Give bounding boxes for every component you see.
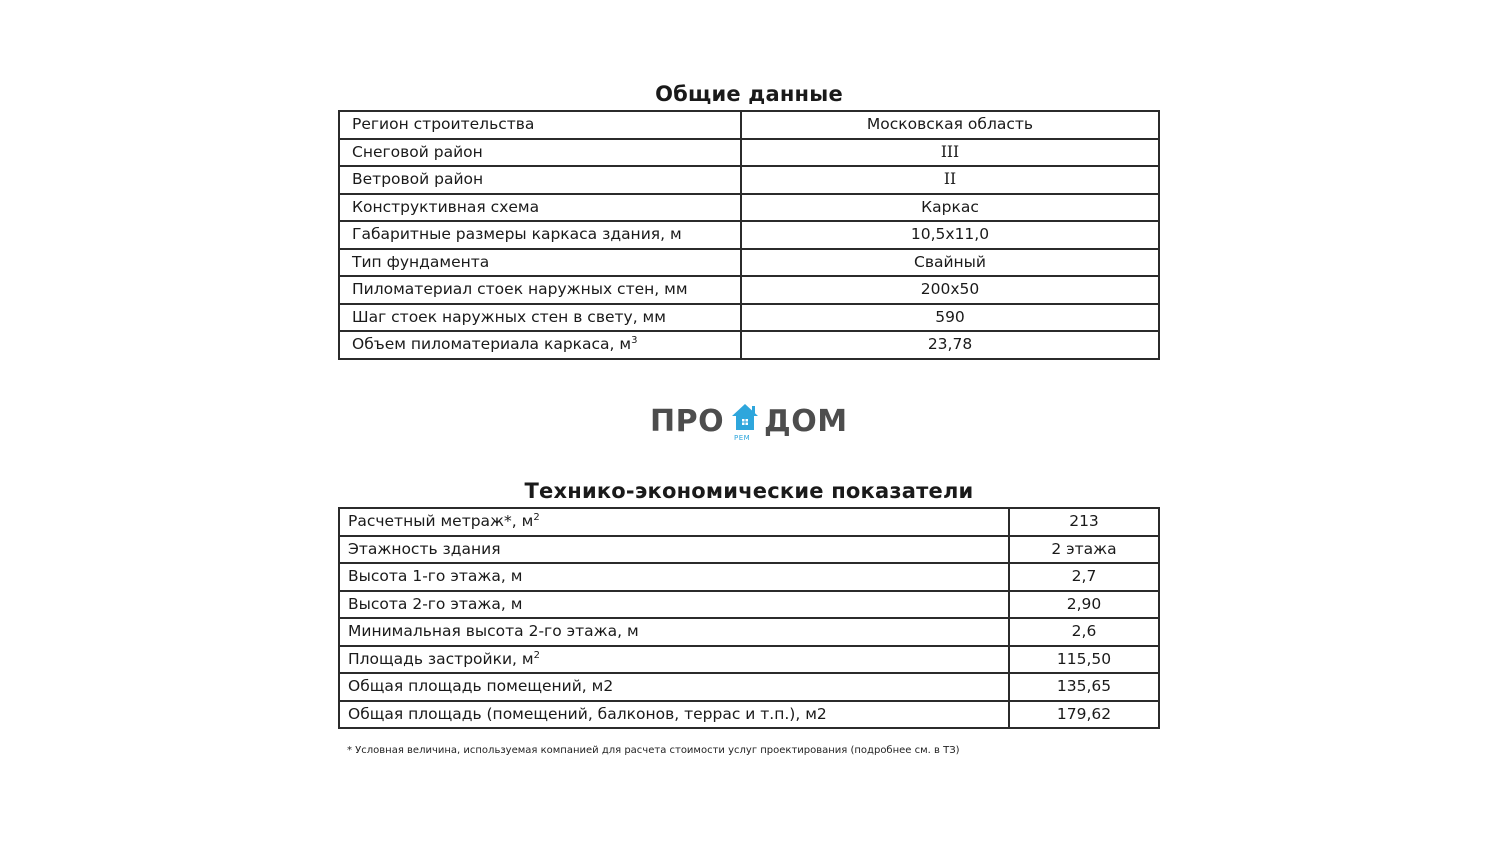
row-value: 2,90	[1009, 591, 1159, 619]
row-value: Свайный	[741, 249, 1159, 277]
tech-indicators-title: Технико-экономические показатели	[524, 479, 974, 503]
table-row	[339, 508, 1159, 536]
row-value: 23,78	[741, 331, 1159, 359]
table-row	[339, 331, 1159, 359]
table-row	[339, 563, 1159, 591]
row-value: 135,65	[1009, 673, 1159, 701]
table-row	[339, 591, 1159, 619]
row-value: 213	[1009, 508, 1159, 536]
logo-subtext: РЕМ	[734, 434, 751, 442]
row-label: Снеговой район	[339, 139, 741, 167]
tech-indicators-table	[338, 507, 1160, 729]
table-row	[339, 194, 1159, 222]
row-value: 179,62	[1009, 701, 1159, 729]
row-label: Общая площадь (помещений, балконов, террас и т.п.), м2	[339, 701, 1009, 729]
table-row	[339, 701, 1159, 729]
table-row	[339, 139, 1159, 167]
prodom-logo	[650, 402, 850, 446]
general-data-table	[338, 110, 1160, 360]
unit-superscript: 3	[631, 335, 638, 347]
table-row	[339, 618, 1159, 646]
row-value: 590	[741, 304, 1159, 332]
row-value: 200x50	[741, 276, 1159, 304]
row-label: Минимальная высота 2-го этажа, м	[339, 618, 1009, 646]
row-value: II	[741, 166, 1159, 194]
row-value: 2 этажа	[1009, 536, 1159, 564]
logo-word-pro: ПРО	[650, 404, 725, 439]
row-label: Общая площадь помещений, м2	[339, 673, 1009, 701]
house-icon	[730, 402, 760, 432]
row-value: Каркас	[741, 194, 1159, 222]
row-value: 10,5x11,0	[741, 221, 1159, 249]
table-row	[339, 304, 1159, 332]
row-label: Габаритные размеры каркаса здания, м	[339, 221, 741, 249]
row-label: Высота 2-го этажа, м	[339, 591, 1009, 619]
table-row	[339, 646, 1159, 674]
row-label: Конструктивная схема	[339, 194, 741, 222]
row-label: Пиломатериал стоек наружных стен, мм	[339, 276, 741, 304]
unit-superscript: 2	[533, 649, 540, 661]
row-label: Высота 1-го этажа, м	[339, 563, 1009, 591]
row-label: Этажность здания	[339, 536, 1009, 564]
row-label: Регион строительства	[339, 111, 741, 139]
row-label: Объем пиломатериала каркаса, $м^3$	[339, 331, 741, 359]
table-row	[339, 221, 1159, 249]
unit-superscript: 2	[533, 512, 540, 524]
row-label: Шаг стоек наружных стен в свету, мм	[339, 304, 741, 332]
table-row	[339, 276, 1159, 304]
table-row	[339, 673, 1159, 701]
table-row	[339, 111, 1159, 139]
row-value: 2,7	[1009, 563, 1159, 591]
footnote: * Условная величина, используемая компанией для расчета стоимости услуг проектирования (подробнее см. в ТЗ)	[347, 745, 960, 756]
table-row	[339, 249, 1159, 277]
table-row	[339, 536, 1159, 564]
row-label: Тип фундамента	[339, 249, 741, 277]
table-row	[339, 166, 1159, 194]
logo-word-dom: ДОМ	[764, 404, 848, 439]
row-value: 2,6	[1009, 618, 1159, 646]
row-label: Ветровой район	[339, 166, 741, 194]
row-label: Площадь застройки, $м^2$	[339, 646, 1009, 674]
general-data-title: Общие данные	[655, 82, 843, 106]
row-value: III	[741, 139, 1159, 167]
row-label: Расчетный метраж*, $м^2$	[339, 508, 1009, 536]
row-value: Московская область	[741, 111, 1159, 139]
row-value: 115,50	[1009, 646, 1159, 674]
